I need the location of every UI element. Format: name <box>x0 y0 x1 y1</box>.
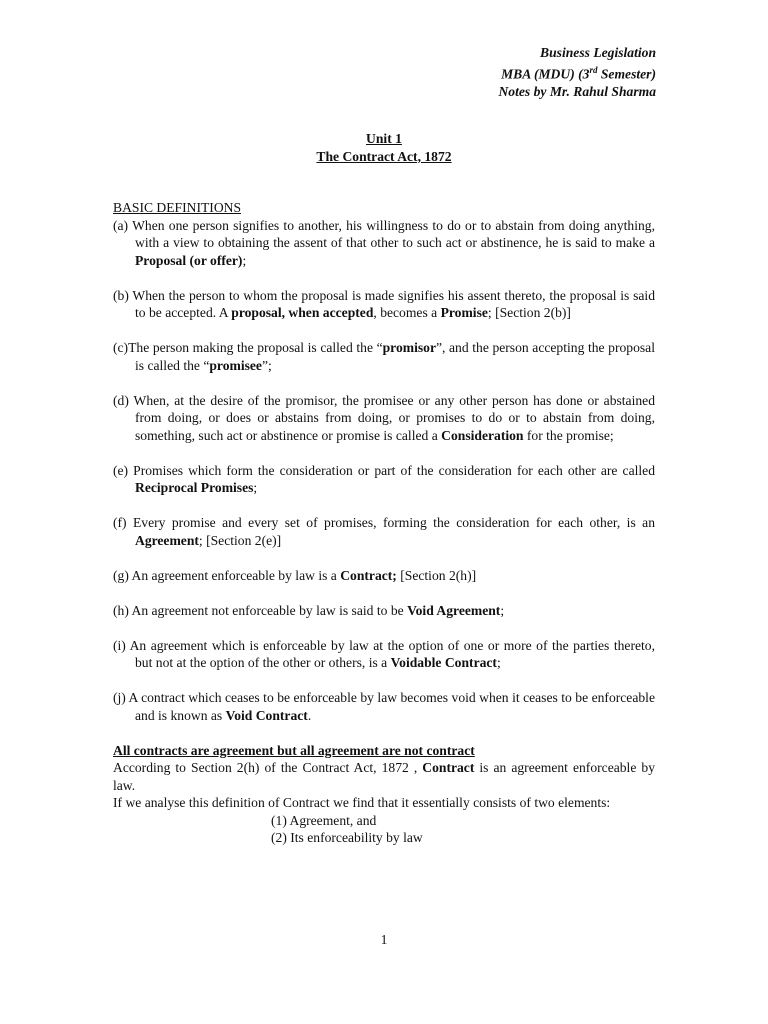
definition-j <box>113 689 655 724</box>
definition-i <box>113 637 655 672</box>
section-paragraph-2: If we analyse this definition of Contract we find that it essentially consists of two elements: <box>113 795 611 810</box>
def-c-term1: promisor <box>382 340 436 355</box>
def-f-term: Agreement <box>135 532 199 548</box>
def-c-mid: ”, and the person accepting the proposal is called the “ <box>135 340 655 373</box>
act-title: The Contract Act, 1872 <box>316 148 452 164</box>
def-c-term2: promisee <box>209 357 262 373</box>
list-item: (1) Agreement, and <box>271 812 377 828</box>
definition-h <box>113 602 655 620</box>
def-h-term: Void Agreement <box>407 602 501 618</box>
def-d-text: (d) When, at the desire of the promisor, the promisee or any other person has done or abstained from doing, or does or abstains from doing, or promises to do or to abstain from doing, something, such act or abstinence or promise is called a <box>113 392 655 443</box>
def-e-text: (e) Promises which form the consideration or part of the consideration for each other are called <box>113 462 655 478</box>
def-i-term: Voidable Contract <box>390 655 497 670</box>
list-item: (2) Its enforceability by law <box>271 830 423 845</box>
header-program-sup: rd <box>589 64 598 75</box>
def-b-term2: Promise <box>440 305 488 320</box>
def-i-text: (i) An agreement which is enforceable by law at the option of one or more of the parties thereto, but not at the option of the other or others, is a <box>113 637 655 670</box>
elements-list <box>113 812 655 847</box>
document-body <box>113 199 655 847</box>
definition-d <box>113 392 655 445</box>
definitions-heading: BASIC DEFINITIONS <box>113 200 242 215</box>
page-number: 1 <box>380 932 388 947</box>
definition-g <box>113 567 655 585</box>
header-course: Business Legislation <box>540 45 656 60</box>
def-d-end: for the promise; <box>523 427 614 443</box>
def-d-term: Consideration <box>441 427 524 443</box>
section-paragraph-1 <box>113 759 655 794</box>
definition-c <box>113 339 655 374</box>
def-j-term: Void Contract <box>225 707 308 723</box>
def-h-text: (h) An agreement not enforceable by law is said to be <box>113 602 408 618</box>
def-f-end: ; [Section 2(e)] <box>198 532 282 548</box>
p1-end: is an agreement enforceable by law. <box>113 760 655 793</box>
def-j-end: . <box>307 707 312 723</box>
def-e-term: Reciprocal Promises <box>135 480 254 495</box>
document-header <box>498 44 656 100</box>
def-e-end: ; <box>253 480 258 495</box>
def-b-term1: proposal, when accepted <box>231 305 374 320</box>
section-heading: All contracts are agreement but all agreement are not contract <box>113 742 475 758</box>
def-b-end: ; [Section 2(b)] <box>487 305 571 320</box>
unit-title: Unit 1 <box>366 131 402 146</box>
def-b-mid: , becomes a <box>373 305 441 320</box>
definition-e <box>113 462 655 497</box>
def-b-text: (b) When the person to whom the proposal is made signifies his assent thereto, the proposal is said to be accepted. A <box>113 287 655 320</box>
def-g-end: [Section 2(h)] <box>396 567 477 583</box>
definition-a <box>113 217 655 270</box>
def-f-text: (f) Every promise and every set of promises, forming the consideration for each other, is an <box>113 515 655 530</box>
header-program-text: MBA (MDU) (3 <box>501 66 590 82</box>
def-a-term: Proposal (or offer) <box>135 252 243 268</box>
def-g-text: (g) An agreement enforceable by law is a <box>113 567 341 583</box>
header-author: Notes by Mr. Rahul Sharma <box>498 83 656 99</box>
definition-f <box>113 514 655 549</box>
definition-b <box>113 287 655 322</box>
def-g-term: Contract; <box>340 567 397 583</box>
def-h-end: ; <box>500 602 505 618</box>
def-j-text: (j) A contract which ceases to be enforceable by law becomes void when it ceases to be enforceable and is known as <box>113 690 655 723</box>
def-c-text: (c)The person making the proposal is called the “ <box>113 340 383 355</box>
p1-term: Contract <box>422 760 475 775</box>
def-a-text: (a) When one person signifies to another, his willingness to do or to abstain from doing anything, with a view to obtaining the assent of that other to such act or abstinence, he is said to make a <box>113 217 655 250</box>
def-i-end: ; <box>496 655 501 670</box>
def-c-end: ”; <box>261 357 272 373</box>
title-block <box>0 130 768 165</box>
p1-text: According to Section 2(h) of the Contract Act, 1872 , <box>113 760 423 775</box>
header-program <box>498 62 656 83</box>
def-a-end: ; <box>242 252 247 268</box>
header-program-semester: Semester) <box>597 66 656 82</box>
